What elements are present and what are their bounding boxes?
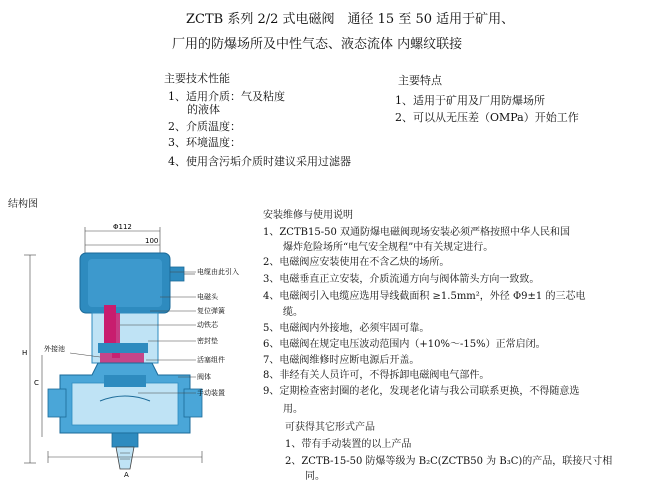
label-manual-device: 手动装置 xyxy=(197,389,225,397)
install-item-2: 2、电磁阀应安装使用在不含乙炔的场所。 xyxy=(263,257,450,268)
other-item-1: 1、带有手动装置的以上产品 xyxy=(285,439,412,450)
install-item-9b: 用。 xyxy=(283,404,303,415)
install-title: 安装维修与使用说明 xyxy=(263,210,353,221)
title-line-1: ZCTB 系列 2/2 式电磁阀 通径 15 至 50 适用于矿用、 xyxy=(186,12,515,27)
tech-item-1a: 1、适用介质：气及粘度 xyxy=(168,90,285,103)
tech-item-3: 3、环境温度： xyxy=(168,136,241,149)
dim-a-label: A xyxy=(124,471,129,479)
features-title: 主要特点 xyxy=(398,74,442,87)
install-item-3: 3、电磁垂直正立安装，介质流通方向与阀体箭头方向一致致。 xyxy=(263,274,540,285)
dim-100-label: 100 xyxy=(145,237,159,245)
label-moving-core: 动铁芯 xyxy=(197,321,218,329)
tech-item-1b: 的液体 xyxy=(187,103,220,116)
label-piston-assembly: 活塞组件 xyxy=(197,356,225,364)
install-item-7: 7、电磁阀维修时应断电源后开盖。 xyxy=(263,355,420,366)
tech-item-2: 2、介质温度： xyxy=(168,120,241,133)
other-item-2b: 同。 xyxy=(305,471,325,482)
install-item-4a: 4、电磁阀引入电缆应选用导线截面积 ≥1.5mm²，外径 Φ9±1 的三芯电 xyxy=(263,291,586,302)
valve-structure-diagram xyxy=(0,205,250,482)
features-item-2: 2、可以从无压差（OMPa）开始工作 xyxy=(395,111,579,124)
tech-title: 主要技术性能 xyxy=(164,72,230,85)
title-line-2: 厂用的防爆场所及中性气态、液态流体 内螺纹联接 xyxy=(172,37,463,52)
structure-title: 结构图 xyxy=(8,199,38,210)
dim-phi-label: Φ112 xyxy=(113,223,132,231)
label-seal-gasket: 密封垫 xyxy=(197,337,218,345)
cable-gland xyxy=(170,267,184,281)
tech-item-4: 4、使用含污垢介质时建议采用过滤器 xyxy=(168,155,351,168)
label-external-connection: 外接池 xyxy=(44,345,65,353)
install-item-6: 6、电磁阀在规定电压波动范围内（+10%～-15%）正常启闭。 xyxy=(263,339,546,350)
features-item-1: 1、适用于矿用及厂用防爆场所 xyxy=(395,94,545,107)
label-valve-body: 阀体 xyxy=(197,373,211,381)
label-solenoid-head: 电磁头 xyxy=(197,293,218,301)
label-cable-entry: 电缆由此引入 xyxy=(197,268,239,276)
install-item-9a: 9、定期检查密封圈的老化，发现老化请与我公司联系更换，不得随意选 xyxy=(263,386,580,397)
other-title: 可获得其它形式产品 xyxy=(285,422,375,433)
install-item-5: 5、电磁阀内外接地，必须牢固可靠。 xyxy=(263,323,430,334)
install-item-1b: 爆炸危险场所“电气安全规程”中有关规定进行。 xyxy=(283,242,494,253)
label-return-spring: 复位弹簧 xyxy=(197,307,225,315)
dim-h-label: H xyxy=(22,349,28,357)
other-item-2a: 2、ZCTB-15-50 防爆等级为 B₂C(ZCTB50 为 B₃C)的产品，联接尺寸相 xyxy=(285,456,613,467)
manual-device xyxy=(116,447,134,469)
install-item-1a: 1、ZCTB15-50 双通防爆电磁阀现场安装必须严格按照中华人民和国 xyxy=(263,227,570,238)
install-item-8: 8、非经有关人员许可，不得拆卸电磁阀电气部件。 xyxy=(263,370,490,381)
dim-c-label: C xyxy=(34,379,39,387)
install-item-4b: 缆。 xyxy=(283,307,303,318)
